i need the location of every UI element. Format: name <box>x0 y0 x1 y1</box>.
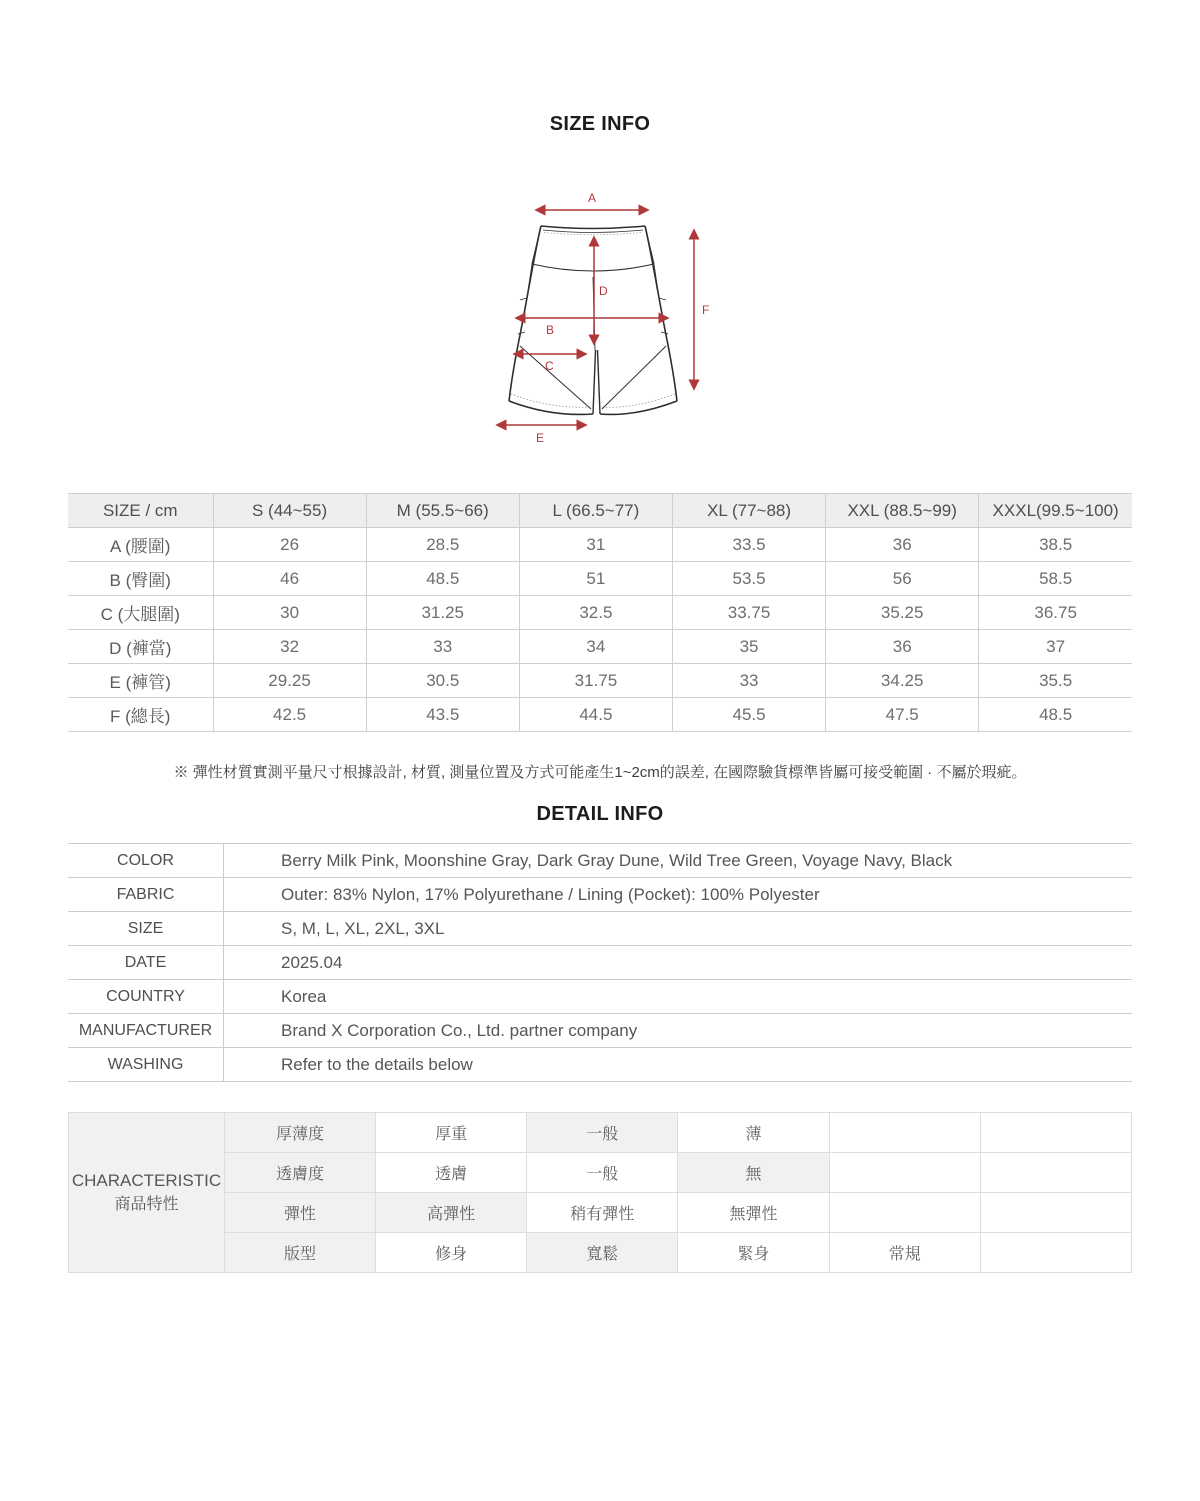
detail-row <box>68 1014 1132 1048</box>
detail-label: COLOR <box>68 844 224 878</box>
size-cell: 36.75 <box>979 596 1132 630</box>
detail-info-title: DETAIL INFO <box>536 803 664 825</box>
size-table-row <box>68 528 1132 562</box>
measurement-label-b: B <box>546 323 555 337</box>
detail-row <box>68 912 1132 946</box>
measurement-note: ※ 彈性材質實測平量尺寸根據設計, 材質, 測量位置及方式可能產生1~2cm的誤差, 在國際驗貨標準皆屬可接受範圍 · 不屬於瑕疵。 <box>173 764 1027 781</box>
size-cell: 36 <box>826 630 979 664</box>
size-table-row <box>68 698 1132 732</box>
detail-value: S, M, L, XL, 2XL, 3XL <box>224 912 1133 946</box>
size-row-label: C (大腿圍) <box>68 596 213 630</box>
size-cell: 56 <box>826 562 979 596</box>
detail-value: 2025.04 <box>224 946 1133 980</box>
detail-label: WASHING <box>68 1048 224 1082</box>
size-cell: 29.25 <box>213 664 366 698</box>
size-cell: 35.5 <box>979 664 1132 698</box>
option-cell: 緊身 <box>678 1233 829 1273</box>
option-cell <box>980 1193 1131 1233</box>
option-cell: 薄 <box>678 1113 829 1153</box>
size-row-label: A (腰圍) <box>68 528 213 562</box>
size-cell: 33 <box>366 630 519 664</box>
size-cell: 32.5 <box>519 596 672 630</box>
detail-label: SIZE <box>68 912 224 946</box>
attribute-label: 透膚度 <box>225 1153 376 1193</box>
shorts-diagram-svg <box>484 188 716 453</box>
detail-label: FABRIC <box>68 878 224 912</box>
option-cell-selected: 高彈性 <box>376 1193 527 1233</box>
size-table-header-cell: XL (77~88) <box>672 494 825 528</box>
detail-row <box>68 980 1132 1014</box>
size-row-label: B (臀圍) <box>68 562 213 596</box>
size-row-label: F (總長) <box>68 698 213 732</box>
attribute-label: 厚薄度 <box>225 1113 376 1153</box>
option-cell <box>829 1153 980 1193</box>
size-table-header-row <box>68 494 1132 528</box>
size-table <box>68 493 1132 732</box>
option-cell: 透膚 <box>376 1153 527 1193</box>
size-cell: 26 <box>213 528 366 562</box>
size-cell: 33 <box>672 664 825 698</box>
option-cell: 厚重 <box>376 1113 527 1153</box>
size-cell: 53.5 <box>672 562 825 596</box>
size-cell: 35 <box>672 630 825 664</box>
size-cell: 38.5 <box>979 528 1132 562</box>
detail-row <box>68 1048 1132 1082</box>
size-row-label: E (褲管) <box>68 664 213 698</box>
detail-label: DATE <box>68 946 224 980</box>
size-cell: 51 <box>519 562 672 596</box>
characteristic-header-zh: 商品特性 <box>114 1195 179 1213</box>
size-table-row <box>68 562 1132 596</box>
characteristic-row <box>69 1233 1132 1273</box>
size-table-row <box>68 596 1132 630</box>
size-cell: 45.5 <box>672 698 825 732</box>
size-info-title: SIZE INFO <box>549 113 651 135</box>
attribute-label: 彈性 <box>225 1193 376 1233</box>
option-cell <box>980 1113 1131 1153</box>
size-cell: 46 <box>213 562 366 596</box>
size-table-header-cell: M (55.5~66) <box>366 494 519 528</box>
shorts-measurement-diagram <box>0 188 1200 456</box>
size-table-row <box>68 664 1132 698</box>
measurement-label-d: D <box>599 284 608 298</box>
size-cell: 44.5 <box>519 698 672 732</box>
detail-row <box>68 844 1132 878</box>
size-cell: 28.5 <box>366 528 519 562</box>
characteristic-header-en: CHARACTERISTIC <box>71 1170 222 1190</box>
size-cell: 48.5 <box>979 698 1132 732</box>
option-cell-selected: 一般 <box>527 1113 678 1153</box>
characteristic-row <box>69 1113 1132 1153</box>
characteristic-row <box>69 1193 1132 1233</box>
option-cell <box>829 1113 980 1153</box>
shorts-outline <box>509 226 677 414</box>
characteristic-header <box>69 1113 225 1273</box>
size-cell: 48.5 <box>366 562 519 596</box>
option-cell <box>829 1193 980 1233</box>
characteristic-row <box>69 1153 1132 1193</box>
option-cell: 稍有彈性 <box>527 1193 678 1233</box>
size-cell: 58.5 <box>979 562 1132 596</box>
size-table-header-cell: S (44~55) <box>213 494 366 528</box>
option-cell <box>980 1233 1131 1273</box>
size-cell: 31 <box>519 528 672 562</box>
size-cell: 36 <box>826 528 979 562</box>
size-cell: 47.5 <box>826 698 979 732</box>
detail-value: Korea <box>224 980 1133 1014</box>
size-cell: 43.5 <box>366 698 519 732</box>
option-cell-selected: 無 <box>678 1153 829 1193</box>
detail-value: Berry Milk Pink, Moonshine Gray, Dark Gray Dune, Wild Tree Green, Voyage Navy, Black <box>224 844 1133 878</box>
option-cell: 修身 <box>376 1233 527 1273</box>
detail-row <box>68 878 1132 912</box>
detail-label: COUNTRY <box>68 980 224 1014</box>
detail-table <box>68 843 1132 1082</box>
option-cell-selected: 寬鬆 <box>527 1233 678 1273</box>
detail-label: MANUFACTURER <box>68 1014 224 1048</box>
measurement-label-a: A <box>588 191 597 205</box>
measurement-label-e: E <box>536 431 545 445</box>
characteristic-table <box>68 1112 1132 1273</box>
measurement-label-f: F <box>702 303 710 317</box>
detail-value: Outer: 83% Nylon, 17% Polyurethane / Lining (Pocket): 100% Polyester <box>224 878 1133 912</box>
measurement-label-c: C <box>545 359 554 373</box>
size-table-row <box>68 630 1132 664</box>
option-cell: 一般 <box>527 1153 678 1193</box>
attribute-label: 版型 <box>225 1233 376 1273</box>
size-table-header-cell: L (66.5~77) <box>519 494 672 528</box>
size-cell: 42.5 <box>213 698 366 732</box>
option-cell: 無彈性 <box>678 1193 829 1233</box>
size-row-label: D (褲當) <box>68 630 213 664</box>
size-table-header-cell: XXL (88.5~99) <box>826 494 979 528</box>
size-cell: 30 <box>213 596 366 630</box>
size-cell: 33.5 <box>672 528 825 562</box>
option-cell <box>980 1153 1131 1193</box>
size-cell: 30.5 <box>366 664 519 698</box>
size-cell: 33.75 <box>672 596 825 630</box>
size-cell: 34.25 <box>826 664 979 698</box>
detail-row <box>68 946 1132 980</box>
size-table-header-cell: SIZE / cm <box>68 494 213 528</box>
size-table-header-cell: XXXL(99.5~100) <box>979 494 1132 528</box>
size-cell: 34 <box>519 630 672 664</box>
option-cell: 常規 <box>829 1233 980 1273</box>
size-cell: 32 <box>213 630 366 664</box>
size-cell: 35.25 <box>826 596 979 630</box>
measurement-arrows <box>497 210 694 425</box>
size-cell: 37 <box>979 630 1132 664</box>
detail-value: Brand X Corporation Co., Ltd. partner company <box>224 1014 1133 1048</box>
detail-value: Refer to the details below <box>224 1048 1133 1082</box>
size-cell: 31.75 <box>519 664 672 698</box>
size-cell: 31.25 <box>366 596 519 630</box>
